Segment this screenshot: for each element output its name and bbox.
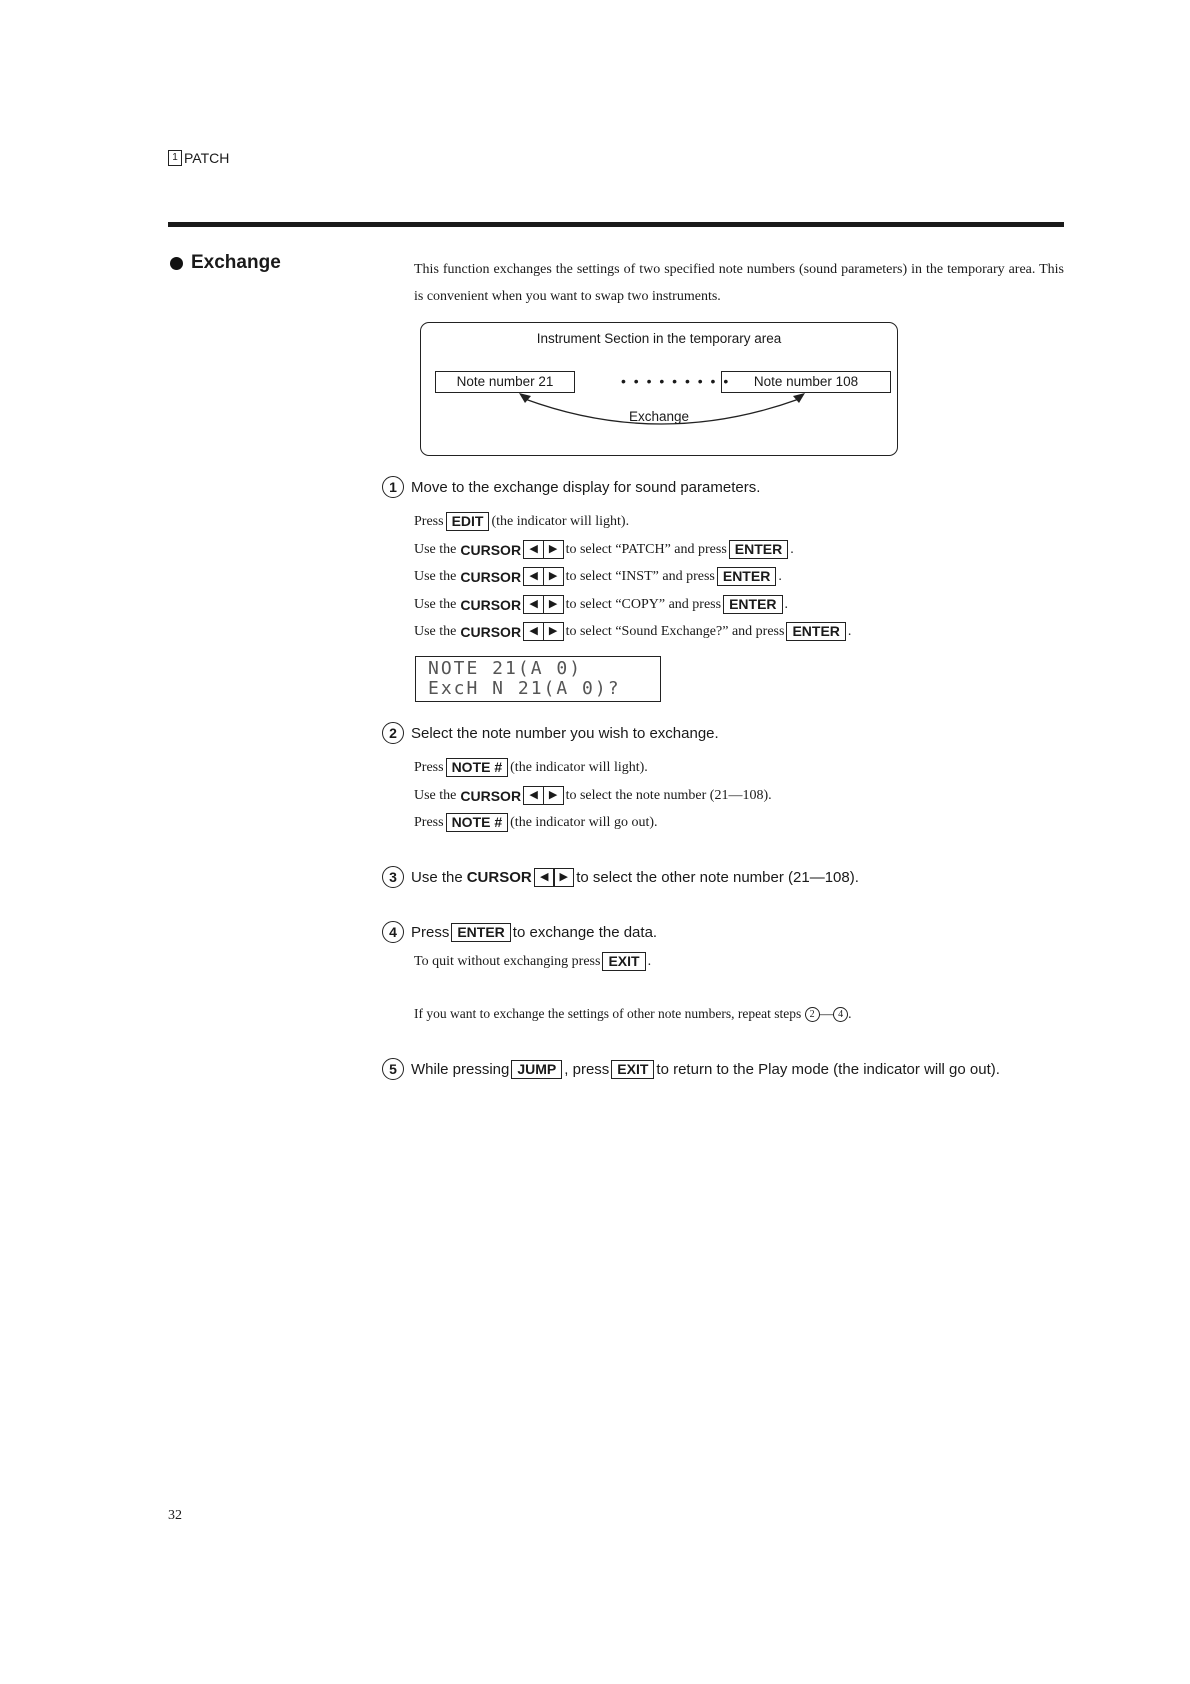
diagram-title: Instrument Section in the temporary area (536, 331, 782, 346)
quit-text: To quit without exchanging press (414, 953, 601, 969)
cursor-label: CURSOR (460, 596, 522, 613)
dash: — (819, 1006, 834, 1021)
use-the-text: Use the (414, 568, 457, 584)
step-1-select-copy (414, 595, 788, 614)
cursor-label: CURSOR (460, 568, 522, 585)
cursor-keys (523, 595, 564, 614)
step-5-number: 5 (382, 1058, 404, 1080)
note-box-right: Note number 108 (721, 371, 891, 393)
cursor-keys (534, 868, 575, 887)
press-text: Press (414, 814, 444, 830)
cursor-label: CURSOR (460, 787, 522, 804)
note-box-left: Note number 21 (435, 371, 575, 393)
lcd-line-1: NOTE 21(A 0) (428, 658, 583, 679)
note-key: NOTE # (446, 758, 509, 777)
diagram-dots: • • • • • • • • • (621, 373, 731, 389)
step-5-text: to return to the Play mode (the indicator will go out). (656, 1060, 1000, 1078)
cursor-keys (523, 622, 564, 641)
step-2-press-note (414, 758, 648, 777)
select-inst-text: to select “INST” and press (565, 568, 715, 584)
use-the-text: Use the (414, 596, 457, 612)
section-title (170, 252, 281, 274)
header-rule (168, 222, 1064, 227)
cursor-keys (523, 567, 564, 586)
enter-key: ENTER (723, 595, 782, 614)
repeat-note-text: If you want to exchange the settings of other note numbers, repeat steps (414, 1006, 802, 1021)
step-1-select-patch (414, 540, 794, 559)
step-2-select-note (414, 786, 772, 805)
cursor-keys (523, 786, 564, 805)
enter-key: ENTER (729, 540, 788, 559)
use-the-text: Use the (414, 623, 457, 639)
step-1-press-edit (414, 512, 629, 531)
page-number: 32 (168, 1508, 182, 1523)
press-after-text: (the indicator will go out). (510, 814, 658, 830)
bullet-icon (170, 257, 183, 270)
use-the-text: Use the (411, 868, 463, 886)
step-3 (382, 866, 859, 888)
step-2-number: 2 (382, 722, 404, 744)
step-1-number: 1 (382, 476, 404, 498)
lcd-line-2: ExcH N 21(A 0)? (428, 678, 621, 699)
press-text: Press (414, 759, 444, 775)
left-arrow-icon: ◀ (523, 567, 544, 586)
step-1-text: Move to the exchange display for sound parameters. (411, 478, 761, 496)
cursor-label: CURSOR (460, 623, 522, 640)
cursor-label: CURSOR (466, 868, 532, 886)
left-arrow-icon: ◀ (523, 786, 544, 805)
jump-key: JUMP (511, 1060, 562, 1079)
step-ref-2: 2 (805, 1007, 820, 1022)
press-text: , press (564, 1060, 610, 1078)
use-the-text: Use the (414, 541, 457, 557)
step-1-select-inst (414, 567, 782, 586)
cursor-keys (523, 540, 564, 559)
select-patch-text: to select “PATCH” and press (565, 541, 727, 557)
step-4 (382, 921, 657, 943)
period: . (647, 953, 652, 969)
enter-key: ENTER (786, 622, 845, 641)
select-note-text: to select the note number (21—108). (565, 787, 772, 803)
enter-key: ENTER (451, 923, 510, 942)
step-4-quit (414, 952, 651, 971)
right-arrow-icon: ▶ (543, 595, 564, 614)
step-5 (382, 1058, 1000, 1080)
use-the-text: Use the (414, 787, 457, 803)
lcd-display (415, 656, 661, 702)
right-arrow-icon: ▶ (543, 540, 564, 559)
press-text: Press (411, 923, 450, 941)
while-text: While pressing (411, 1060, 510, 1078)
select-copy-text: to select “COPY” and press (565, 596, 722, 612)
exchange-diagram (420, 322, 898, 456)
diagram-exchange-label: Exchange (628, 409, 690, 424)
press-after-text: (the indicator will light). (491, 513, 630, 529)
left-arrow-icon: ◀ (523, 540, 544, 559)
step-4-number: 4 (382, 921, 404, 943)
repeat-note (414, 1006, 852, 1022)
enter-key: ENTER (717, 567, 776, 586)
exit-key: EXIT (602, 952, 645, 971)
left-arrow-icon: ◀ (523, 622, 544, 641)
step-2 (382, 722, 719, 744)
press-text: Press (414, 513, 444, 529)
intro-paragraph: This function exchanges the settings of two specified note numbers (sound parameters) in the temporary area. This is convenient when you want to swap two instruments. (414, 262, 1064, 304)
section-title-text: Exchange (191, 252, 281, 273)
step-3-number: 3 (382, 866, 404, 888)
exit-key: EXIT (611, 1060, 654, 1079)
step-4-text: to exchange the data. (512, 923, 658, 941)
step-3-text: to select the other note number (21—108). (576, 868, 859, 886)
chapter-number-box: 1 (168, 150, 182, 166)
step-2-press-note-off (414, 813, 658, 832)
right-arrow-icon: ▶ (553, 868, 574, 887)
period: . (784, 596, 789, 612)
chapter-header (168, 150, 229, 166)
press-after-text: (the indicator will light). (510, 759, 648, 775)
left-arrow-icon: ◀ (534, 868, 555, 887)
chapter-title: PATCH (184, 150, 230, 166)
right-arrow-icon: ▶ (543, 567, 564, 586)
left-arrow-icon: ◀ (523, 595, 544, 614)
period: . (848, 1006, 852, 1021)
step-2-text: Select the note number you wish to exchange. (411, 724, 719, 742)
step-1-select-exchange (414, 622, 851, 641)
step-1 (382, 476, 760, 498)
period: . (778, 568, 782, 584)
period: . (847, 623, 852, 639)
select-exchange-text: to select “Sound Exchange?” and press (565, 623, 785, 639)
edit-key: EDIT (446, 512, 490, 531)
step-ref-4: 4 (833, 1007, 848, 1022)
right-arrow-icon: ▶ (543, 786, 564, 805)
cursor-label: CURSOR (460, 541, 522, 558)
right-arrow-icon: ▶ (543, 622, 564, 641)
period: . (790, 541, 794, 557)
note-key: NOTE # (446, 813, 509, 832)
